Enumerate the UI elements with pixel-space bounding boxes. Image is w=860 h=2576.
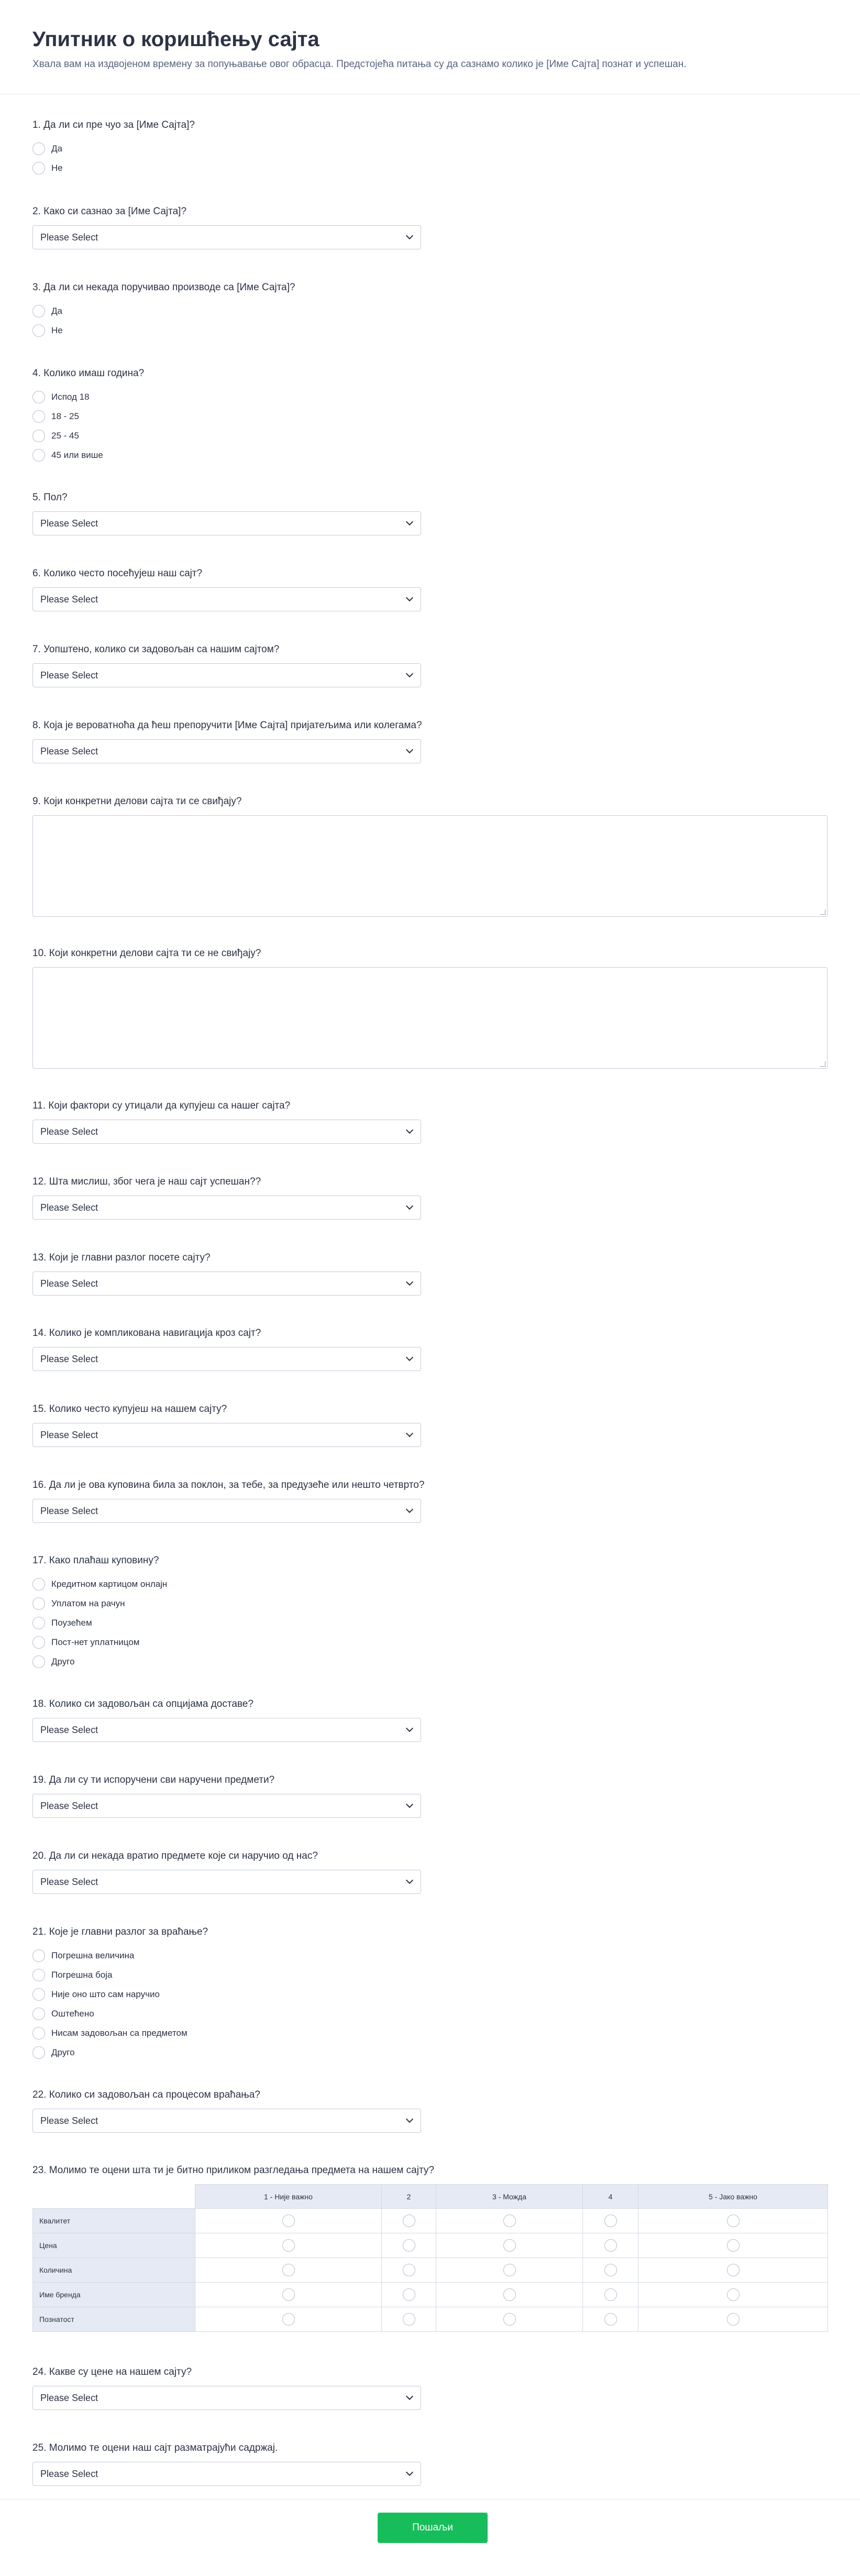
question-9 <box>32 795 828 917</box>
radio-label: 25 - 45 <box>51 430 79 441</box>
radio-button[interactable] <box>32 2046 45 2059</box>
chevron-down-icon <box>406 594 413 601</box>
radio-group <box>32 387 828 465</box>
matrix-row <box>33 2233 828 2258</box>
matrix-radio-button[interactable] <box>282 2288 295 2301</box>
question-label: 25. Молимо те оцени наш сајт разматрајући садржај. <box>32 2442 278 2453</box>
question-6 <box>32 567 828 611</box>
radio-label: Погрешна величина <box>51 1950 135 1960</box>
question-label: 24. Какве су цене на нашем сајту? <box>32 2366 192 2377</box>
dropdown-select[interactable] <box>32 2386 421 2410</box>
chevron-down-icon <box>406 1354 413 1361</box>
radio-option[interactable] <box>32 1594 828 1613</box>
matrix-column-header: 2 <box>382 2185 436 2209</box>
question-18 <box>32 1698 828 1742</box>
question-label: 5. Пол? <box>32 492 68 503</box>
select-value: Please Select <box>40 1278 98 1289</box>
question-label: 2. Како си сазнао за [Име Сајта]? <box>32 206 187 217</box>
matrix-radio-button[interactable] <box>503 2313 516 2326</box>
question-label: 21. Које је главни разлог за враћање? <box>32 1926 208 1937</box>
question-10 <box>32 947 828 1069</box>
matrix-radio-button[interactable] <box>727 2288 740 2301</box>
chevron-down-icon <box>406 2393 413 2400</box>
radio-option[interactable] <box>32 2004 828 2023</box>
matrix-radio-button[interactable] <box>503 2239 516 2252</box>
rating-matrix <box>32 2184 828 2332</box>
select-value: Please Select <box>40 1724 98 1735</box>
question-label: 7. Уопштено, колико си задовољан са нашим сајтом? <box>32 644 280 655</box>
select-value: Please Select <box>40 1353 98 1364</box>
radio-label: Да <box>51 305 62 316</box>
matrix-radio-button[interactable] <box>503 2288 516 2301</box>
question-11 <box>32 1100 828 1144</box>
dropdown-select[interactable] <box>32 663 421 687</box>
dropdown-select[interactable] <box>32 1271 421 1296</box>
select-value: Please Select <box>40 2468 98 2479</box>
question-label: 13. Који је главни разлог посете сајту? <box>32 1252 211 1263</box>
dropdown-select[interactable] <box>32 1196 421 1220</box>
chevron-down-icon <box>406 1430 413 1437</box>
question-16 <box>32 1479 828 1523</box>
radio-group <box>32 301 828 340</box>
matrix-radio-button[interactable] <box>282 2313 295 2326</box>
question-12 <box>32 1176 828 1220</box>
matrix-column-header: 3 - Можда <box>436 2185 583 2209</box>
question-17 <box>32 1554 828 1671</box>
radio-label: Нисам задовољан са предметом <box>51 2027 188 2038</box>
question-1 <box>32 119 828 178</box>
question-label: 20. Да ли си некада вратио предмете које си наручио од нас? <box>32 1850 318 1861</box>
radio-button[interactable] <box>32 1597 45 1610</box>
chevron-down-icon <box>406 518 413 525</box>
radio-button[interactable] <box>32 324 45 337</box>
dropdown-select[interactable] <box>32 1120 421 1144</box>
radio-button[interactable] <box>32 1988 45 2001</box>
radio-button[interactable] <box>32 162 45 174</box>
question-7 <box>32 643 828 687</box>
resize-handle-icon[interactable] <box>820 1061 825 1067</box>
radio-option[interactable] <box>32 158 828 178</box>
question-label: 9. Који конкретни делови сајта ти се свиђају? <box>32 796 242 807</box>
select-value: Please Select <box>40 1429 98 1440</box>
question-label: 14. Колико је компликована навигација кроз сајт? <box>32 1328 261 1339</box>
question-label: 1. Да ли си пре чуо за [Име Сајта]? <box>32 119 195 130</box>
chevron-down-icon <box>406 1801 413 1808</box>
radio-label: Друго <box>51 2047 75 2057</box>
dropdown-select[interactable] <box>32 225 421 249</box>
radio-button[interactable] <box>32 1578 45 1591</box>
question-15 <box>32 1403 828 1447</box>
matrix-radio-button[interactable] <box>727 2239 740 2252</box>
select-value: Please Select <box>40 2115 98 2126</box>
dropdown-select[interactable] <box>32 1347 421 1371</box>
textarea-field[interactable] <box>32 967 828 1069</box>
question-label: 4. Колико имаш година? <box>32 368 145 379</box>
radio-option[interactable] <box>32 407 828 426</box>
radio-label: Поузећем <box>51 1617 92 1628</box>
question-label: 6. Колико често посећујеш наш сајт? <box>32 568 203 579</box>
matrix-row-label: Познатост <box>33 2307 195 2332</box>
matrix-radio-button[interactable] <box>503 2215 516 2227</box>
question-label: 10. Који конкретни делови сајта ти се не свиђају? <box>32 948 261 959</box>
radio-option[interactable] <box>32 301 828 321</box>
radio-option[interactable] <box>32 139 828 158</box>
matrix-radio-button[interactable] <box>727 2215 740 2227</box>
question-25 <box>32 2442 828 2486</box>
question-20 <box>32 1850 828 1894</box>
matrix-row <box>33 2258 828 2283</box>
matrix-radio-button[interactable] <box>604 2264 617 2276</box>
select-value: Please Select <box>40 1202 98 1213</box>
radio-label: 18 - 25 <box>51 411 79 421</box>
dropdown-select[interactable] <box>32 1794 421 1818</box>
select-value: Please Select <box>40 1800 98 1811</box>
radio-button[interactable] <box>32 1969 45 1981</box>
question-14 <box>32 1327 828 1371</box>
matrix-row-label: Квалитет <box>33 2209 195 2233</box>
radio-label: Друго <box>51 1656 75 1667</box>
chevron-down-icon <box>406 746 413 753</box>
matrix-radio-button[interactable] <box>503 2264 516 2276</box>
radio-option[interactable] <box>32 1652 828 1671</box>
radio-button[interactable] <box>32 2027 45 2040</box>
radio-option[interactable] <box>32 445 828 465</box>
question-19 <box>32 1774 828 1818</box>
matrix-row <box>33 2283 828 2307</box>
radio-button[interactable] <box>32 391 45 403</box>
select-value: Please Select <box>40 232 98 243</box>
select-value: Please Select <box>40 746 98 757</box>
question-8 <box>32 719 828 763</box>
radio-button[interactable] <box>32 449 45 462</box>
matrix-row <box>33 2307 828 2332</box>
question-label: 18. Колико си задовољан са опцијама доставе? <box>32 1698 253 1709</box>
question-3 <box>32 281 828 340</box>
radio-option[interactable] <box>32 387 828 407</box>
radio-option[interactable] <box>32 1574 828 1594</box>
radio-option[interactable] <box>32 426 828 445</box>
question-label: 17. Како плаћаш куповину? <box>32 1555 159 1566</box>
form-header <box>0 0 860 94</box>
radio-button[interactable] <box>32 1617 45 1629</box>
matrix-radio-button[interactable] <box>604 2215 617 2227</box>
select-value: Please Select <box>40 2392 98 2403</box>
chevron-down-icon <box>406 1278 413 1286</box>
chevron-down-icon <box>406 232 413 239</box>
radio-label: Не <box>51 325 63 335</box>
matrix-row <box>33 2209 828 2233</box>
question-label: 15. Колико често купујеш на нашем сајту? <box>32 1404 227 1415</box>
matrix-radio-button[interactable] <box>403 2215 415 2227</box>
radio-button[interactable] <box>32 410 45 423</box>
question-label: 12. Шта мислиш, због чега је наш сајт успешан?? <box>32 1176 261 1187</box>
dropdown-select[interactable] <box>32 1718 421 1742</box>
radio-label: Не <box>51 162 63 173</box>
question-label: 8. Која је вероватноћа да ћеш препоручити [Име Сајта] пријатељима или колегама? <box>32 720 422 731</box>
resize-handle-icon[interactable] <box>820 909 825 915</box>
matrix-column-header: 4 <box>583 2185 638 2209</box>
radio-group <box>32 1574 828 1671</box>
dropdown-select[interactable] <box>32 739 421 763</box>
question-24 <box>32 2366 828 2410</box>
radio-label: Кредитном картицом онлајн <box>51 1579 168 1589</box>
dropdown-select[interactable] <box>32 2109 421 2133</box>
radio-option[interactable] <box>32 2043 828 2062</box>
matrix-radio-button[interactable] <box>727 2264 740 2276</box>
radio-option[interactable] <box>32 321 828 340</box>
question-13 <box>32 1252 828 1296</box>
question-2 <box>32 205 828 249</box>
matrix-radio-button[interactable] <box>403 2288 415 2301</box>
matrix-column-header: 5 - Јако важно <box>638 2185 828 2209</box>
form-subtitle: Хвала вам на издвојеном времену за попуњавање овог обрасца. Предстојећа питања су да сазнамо колико је [Име Сајта] познат и успешан. <box>32 59 687 70</box>
matrix-column-header: 1 - Није важно <box>195 2185 382 2209</box>
matrix-radio-button[interactable] <box>403 2239 415 2252</box>
radio-option[interactable] <box>32 1613 828 1632</box>
chevron-down-icon <box>406 1202 413 1210</box>
radio-button[interactable] <box>32 142 45 155</box>
radio-label: Испод 18 <box>51 391 90 402</box>
question-label: 16. Да ли је ова куповина била за поклон, за тебе, за предузеће или нешто четврто? <box>32 1479 425 1490</box>
radio-button[interactable] <box>32 1656 45 1668</box>
radio-label: Да <box>51 143 62 154</box>
select-value: Please Select <box>40 1876 98 1887</box>
matrix-radio-button[interactable] <box>282 2264 295 2276</box>
dropdown-select[interactable] <box>32 1870 421 1894</box>
matrix-radio-button[interactable] <box>604 2239 617 2252</box>
radio-button[interactable] <box>32 430 45 442</box>
select-value: Please Select <box>40 1126 98 1137</box>
radio-label: Није оно што сам наручио <box>51 1989 160 1999</box>
chevron-down-icon <box>406 2115 413 2123</box>
radio-label: Погрешна боја <box>51 1969 113 1980</box>
chevron-down-icon <box>406 1877 413 1884</box>
radio-button[interactable] <box>32 1636 45 1649</box>
chevron-down-icon <box>406 1506 413 1513</box>
question-23 <box>32 2164 828 2332</box>
select-value: Please Select <box>40 670 98 681</box>
radio-option[interactable] <box>32 1946 828 1965</box>
dropdown-select[interactable] <box>32 587 421 611</box>
dropdown-select[interactable] <box>32 2462 421 2486</box>
question-label: 22. Колико си задовољан са процесом враћања? <box>32 2089 260 2100</box>
question-21 <box>32 1926 828 2062</box>
radio-label: Оштећено <box>51 2008 94 2019</box>
radio-label: Пост-нет уплатницом <box>51 1637 140 1647</box>
form-title: Упитник о коришћењу сајта <box>32 28 319 51</box>
matrix-corner <box>33 2185 195 2209</box>
question-label: 11. Који фактори су утицали да купујеш са нашег сајта? <box>32 1100 291 1111</box>
question-label: 19. Да ли су ти испоручени сви наручени предмети? <box>32 1774 275 1785</box>
matrix-radio-button[interactable] <box>604 2313 617 2326</box>
radio-button[interactable] <box>32 2008 45 2020</box>
radio-option[interactable] <box>32 2023 828 2043</box>
select-value: Please Select <box>40 1505 98 1516</box>
textarea-field[interactable] <box>32 815 828 917</box>
matrix-row-label: Цена <box>33 2233 195 2258</box>
chevron-down-icon <box>406 1126 413 1134</box>
question-label: 3. Да ли си некада поручивао производе са [Име Сајта]? <box>32 282 295 293</box>
dropdown-select[interactable] <box>32 511 421 535</box>
dropdown-select[interactable] <box>32 1499 421 1523</box>
matrix-radio-button[interactable] <box>403 2313 415 2326</box>
matrix-radio-button[interactable] <box>282 2215 295 2227</box>
question-4 <box>32 367 828 465</box>
question-22 <box>32 2089 828 2133</box>
matrix-radio-button[interactable] <box>727 2313 740 2326</box>
radio-option[interactable] <box>32 1985 828 2004</box>
chevron-down-icon <box>406 1725 413 1732</box>
matrix-radio-button[interactable] <box>403 2264 415 2276</box>
radio-option[interactable] <box>32 1632 828 1652</box>
chevron-down-icon <box>406 670 413 677</box>
matrix-radio-button[interactable] <box>282 2239 295 2252</box>
matrix-row-label: Име бренда <box>33 2283 195 2307</box>
matrix-radio-button[interactable] <box>604 2288 617 2301</box>
chevron-down-icon <box>406 2469 413 2476</box>
select-value: Please Select <box>40 594 98 605</box>
radio-label: Уплатом на рачун <box>51 1598 125 1608</box>
radio-option[interactable] <box>32 1965 828 1985</box>
select-value: Please Select <box>40 518 98 529</box>
radio-button[interactable] <box>32 1949 45 1962</box>
radio-group <box>32 139 828 178</box>
radio-button[interactable] <box>32 305 45 317</box>
radio-label: 45 или више <box>51 450 103 460</box>
question-5 <box>32 491 828 535</box>
submit-button[interactable]: Пошаљи <box>378 2513 488 2543</box>
question-label: 23. Молимо те оцени шта ти је битно приликом разгледања предмета на нашем сајту? <box>32 2165 434 2176</box>
radio-group <box>32 1946 828 2062</box>
matrix-row-label: Количина <box>33 2258 195 2283</box>
dropdown-select[interactable] <box>32 1423 421 1447</box>
